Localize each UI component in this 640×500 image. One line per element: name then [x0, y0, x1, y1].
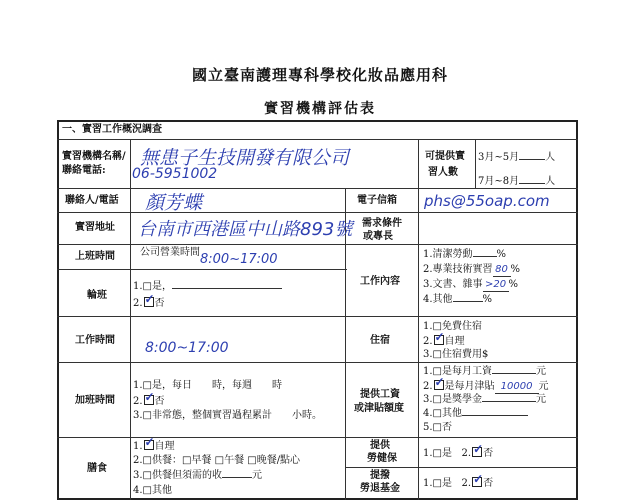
section-heading: 一、實習工作概況調查: [62, 124, 162, 135]
labor-insurance: 1.□是 2.✓ 否: [423, 447, 493, 460]
label-overtime: 加班時間: [75, 395, 115, 406]
label-labor-1: 提供: [370, 440, 390, 451]
label-pay-1: 提供工資: [360, 389, 400, 400]
rule: [418, 139, 419, 500]
label-address: 實習地址: [75, 222, 115, 233]
vacancy-period-1: 3月~5月 人: [478, 152, 556, 163]
lodging-fee: 3.□住宿費用$: [423, 349, 489, 360]
lodging-free: 1.□免費住宿: [423, 321, 482, 332]
rule: [57, 188, 578, 189]
handwritten-address: 台南市西港區中山路893號: [138, 219, 353, 240]
handwritten-work-hours: 8:00~17:00: [200, 252, 278, 267]
company-hours: 公司營業時間: [140, 247, 200, 258]
label-labor-2: 勞健保: [367, 453, 397, 464]
overtime-irregular: 3.□非常態，整個實習過程累計 小時。: [133, 410, 322, 421]
labor-fund: 1.□是 2.✓ 否: [423, 477, 493, 490]
label-work-time: 工作時間: [75, 335, 115, 346]
job-clerical: 3.文書、雜事 >20 %: [423, 279, 519, 290]
label-pay-2: 或津貼額度: [354, 403, 404, 414]
rule: [345, 467, 578, 468]
label-meals: 膳食: [87, 463, 107, 474]
rule: [57, 244, 578, 245]
pay-wage: 1.□是每月工資 元: [423, 366, 546, 377]
meals-self: 1.✓ 自理: [133, 440, 175, 453]
page-title: 國立臺南護理專科學校化妝品應用科: [191, 66, 448, 84]
pay-allowance: 2.✓ 是每月津貼 10000 元: [423, 380, 549, 394]
label-vacancies-2: 習人數: [428, 167, 458, 178]
handwritten-work-time: 8:00~17:00: [145, 340, 229, 356]
vacancy-period-2: 7月~8月 人: [478, 176, 556, 187]
handwritten-phone: 06-5951002: [132, 166, 218, 182]
label-contact-person: 聯絡人/電話: [65, 195, 119, 206]
job-other: 4.其他 %: [423, 294, 493, 305]
rule: [475, 139, 476, 188]
handwritten-institution-name: 無患子生技開發有限公司: [140, 147, 350, 169]
label-rotation: 輪班: [87, 290, 107, 301]
label-requirements-2: 或專長: [363, 231, 393, 242]
rule: [130, 139, 131, 500]
overtime-no: 2.✓ 否: [133, 395, 165, 408]
form-title: 實習機構評估表: [264, 101, 376, 117]
job-professional: 2.專業技術實習 80 %: [423, 264, 521, 275]
rotation-yes: 1.□是，: [133, 281, 282, 293]
rule: [57, 212, 578, 213]
handwritten-contact-person: 顏芳蝶: [145, 192, 203, 214]
rule: [57, 362, 578, 363]
pay-scholarship: 3.□是獎學金 元: [423, 394, 546, 405]
rule: [57, 316, 578, 317]
label-labor-fund-1: 提撥: [370, 470, 390, 481]
label-email: 電子信箱: [357, 195, 397, 206]
label-institution-name: 實習機構名稱/: [62, 151, 126, 162]
label-lodging: 住宿: [370, 335, 390, 346]
rotation-no: 2.✓ 否: [133, 297, 165, 310]
meals-provided: 2.□供餐：□早餐 □午餐 □晚餐/點心: [133, 455, 301, 466]
label-contact-phone: 聯絡電話:: [62, 165, 106, 176]
label-vacancies-1: 可提供實: [425, 151, 465, 162]
overtime-yes: 1.□是，每日 時，每週 時: [133, 380, 282, 391]
rule: [57, 437, 578, 438]
lodging-self: 2.✓ 自理: [423, 335, 465, 348]
rule: [57, 139, 578, 140]
label-work-start: 上班時間: [75, 251, 115, 262]
pay-other: 4.□其他: [423, 408, 528, 420]
label-job-content: 工作內容: [360, 276, 400, 287]
handwritten-email: phs@55oap.com: [424, 192, 550, 210]
rule: [57, 269, 347, 270]
meals-paid: 3.□供餐但須需的收 元: [133, 470, 262, 481]
label-labor-fund-2: 勞退基金: [360, 483, 400, 494]
job-cleaning: 1.清潔勞動 %: [423, 249, 507, 260]
label-requirements-1: 需求條件: [362, 218, 402, 229]
meals-other: 4.□其他: [133, 485, 172, 496]
pay-none: 5.□否: [423, 422, 452, 433]
